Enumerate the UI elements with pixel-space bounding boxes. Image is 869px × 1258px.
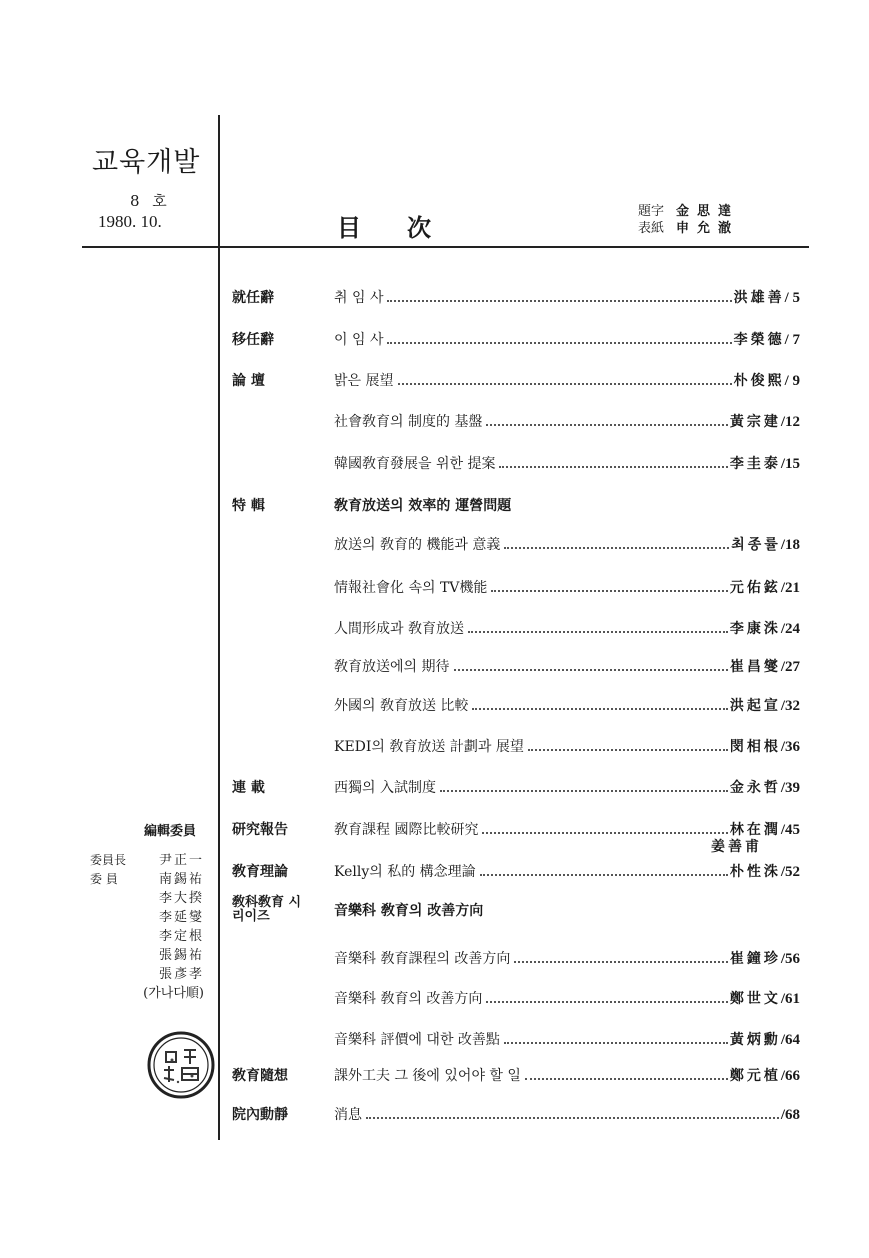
editor-name: 南錫祐 [158, 872, 204, 887]
article-line [334, 777, 800, 797]
article-author: 崔昌燮 [729, 659, 781, 675]
credit-role: 表紙 [638, 221, 665, 236]
article-title: 밝은 展望 [334, 373, 394, 389]
editor-name: 李延燮 [158, 910, 204, 925]
credit-name: 金思達 [676, 204, 740, 219]
leader-dots [491, 590, 727, 592]
article-page: / 7 [784, 332, 800, 348]
issue-date: 1980. 10. [98, 212, 162, 231]
seal-stamp-icon [146, 1030, 216, 1100]
article-title: 敎育放送에의 期待 [334, 659, 450, 675]
article-author: 林在潤 [729, 822, 781, 838]
article-line [334, 287, 800, 307]
editor-row [84, 851, 204, 870]
editorial-committee [84, 820, 204, 1003]
article-page: /18 [780, 537, 800, 553]
article-title: 音樂科 評價에 대한 改善點 [334, 1032, 500, 1048]
article-title: 課外工夫 그 後에 있어야 할 일 [334, 1068, 521, 1084]
article-title: 音樂科 敎育課程의 改善方向 [334, 951, 511, 967]
leader-dots [366, 1117, 779, 1119]
editor-role: 委員長 [90, 853, 127, 867]
credit-role: 題字 [638, 204, 665, 219]
section-label: 連 載 [232, 780, 265, 796]
article-title: 社會敎育의 制度的 基盤 [334, 414, 483, 430]
article-page: /27 [780, 659, 800, 675]
leader-dots [504, 1042, 728, 1044]
article-author: 洪雄善 [733, 290, 785, 306]
header-rule-left [82, 246, 218, 248]
article-line [334, 1104, 800, 1124]
article-title: 西獨의 入試制度 [334, 780, 436, 796]
magazine-title: 교육개발 [92, 147, 201, 178]
editor-role [90, 927, 140, 946]
leader-dots [482, 832, 727, 834]
editor-name: 張彥孝 [158, 967, 204, 982]
section-label: 研究報告 [232, 822, 288, 838]
article-line [334, 948, 800, 968]
article-line [334, 370, 800, 390]
section-label: 敎育隨想 [232, 1068, 288, 1084]
article-page: /52 [780, 864, 800, 880]
article-page: /36 [780, 739, 800, 755]
editor-row [84, 889, 204, 908]
toc-title-char: 目 [337, 213, 361, 242]
article-title: 人間形成과 敎育放送 [334, 621, 464, 637]
editor-name: 李定根 [158, 929, 204, 944]
article-author: 洪起宣 [729, 698, 781, 714]
leader-dots [468, 631, 728, 633]
article-author: 李圭泰 [729, 456, 781, 472]
leader-dots [398, 383, 732, 385]
article-line [334, 534, 800, 554]
editor-role: 委 員 [90, 872, 118, 886]
article-title: 消息 [334, 1107, 362, 1123]
article-title: 音樂科 敎育의 改善方向 [334, 991, 483, 1007]
article-coauthor: 姜善甫 [711, 839, 762, 855]
leader-dots [440, 790, 728, 792]
article-line [334, 577, 800, 597]
article-line [334, 618, 800, 638]
credit-row [638, 220, 739, 237]
article-author: 黃炳勳 [729, 1032, 781, 1048]
credits [638, 203, 739, 237]
editor-name: 尹正一 [158, 853, 204, 868]
section-label: 敎育理論 [232, 864, 288, 880]
article-page: /56 [780, 951, 800, 967]
leader-dots [387, 300, 731, 302]
leader-dots [528, 749, 728, 751]
leader-dots [499, 466, 727, 468]
section-label: 院內動靜 [232, 1107, 288, 1123]
article-line [334, 329, 800, 349]
editor-role [90, 946, 140, 965]
article-author: 金永哲 [729, 780, 781, 796]
section-label: 就任辭 [232, 290, 274, 306]
editors-order-note: (가나다順) [143, 986, 204, 1001]
article-line [334, 988, 800, 1008]
article-title: 敎育課程 國際比較研究 [334, 822, 479, 838]
article-title: 情報社會化 속의 TV機能 [334, 580, 488, 596]
article-author: 崔鐘珍 [729, 951, 781, 967]
article-author: 閔相根 [729, 739, 781, 755]
article-title: KEDI의 敎育放送 計劃과 展望 [334, 739, 524, 755]
article-line [334, 411, 800, 431]
header-rule-right [219, 246, 809, 248]
article-page: /32 [780, 698, 800, 714]
editor-row [84, 946, 204, 965]
editor-row [84, 908, 204, 927]
leader-dots [504, 547, 729, 549]
credit-row [638, 203, 739, 220]
article-page: /66 [780, 1068, 800, 1084]
article-author: 朴性洙 [729, 864, 781, 880]
leader-dots [454, 669, 728, 671]
leader-dots [480, 874, 728, 876]
editor-row [84, 927, 204, 946]
section-label: 特 輯 [232, 498, 265, 514]
editor-row [84, 965, 204, 984]
vertical-rule [218, 115, 220, 1140]
editor-name: 張錫祐 [158, 948, 204, 963]
article-author: 鄭元植 [729, 1068, 781, 1084]
article-title: 이 임 사 [334, 332, 384, 348]
section-label: 論 壇 [232, 373, 265, 389]
article-author: 黃宗建 [729, 414, 781, 430]
article-page: /61 [780, 991, 800, 1007]
article-page: /64 [780, 1032, 800, 1048]
article-title: 放送의 敎育的 機能과 意義 [334, 537, 501, 553]
article-page: /15 [780, 456, 800, 472]
article-author: 鄭世文 [729, 991, 781, 1007]
article-author: 李康洙 [729, 621, 781, 637]
leader-dots [486, 424, 727, 426]
article-page: / 5 [784, 290, 800, 306]
article-page: /45 [780, 822, 800, 838]
article-page: / 9 [784, 373, 800, 389]
leader-dots [387, 342, 731, 344]
leader-dots [486, 1001, 727, 1003]
article-page: /21 [780, 580, 800, 596]
editor-row [84, 870, 204, 889]
toc-title-char: 次 [407, 213, 431, 242]
series-title: 音樂科 敎育의 改善方向 [334, 903, 484, 919]
article-line [334, 453, 800, 473]
editors-heading: 編輯委員 [143, 824, 196, 839]
feature-title: 敎育放送의 效率的 運營問題 [334, 498, 512, 514]
article-line [334, 900, 800, 920]
article-author: 元佑鉉 [729, 580, 781, 596]
article-title: Kelly의 私的 構念理論 [334, 864, 476, 880]
toc-title [337, 208, 431, 243]
credit-name: 申允澈 [676, 221, 740, 236]
article-title: 韓國敎育發展을 위한 提案 [334, 456, 496, 472]
article-title: 外國의 敎育放送 比較 [334, 698, 469, 714]
article-author: 李榮德 [733, 332, 785, 348]
article-author: 朴俊熙 [733, 373, 785, 389]
editor-role [90, 965, 140, 984]
article-line [334, 656, 800, 676]
article-page: /24 [780, 621, 800, 637]
editor-name: 李大揆 [158, 891, 204, 906]
leader-dots [514, 961, 727, 963]
article-author: 최종률 [731, 537, 781, 553]
article-line [334, 1029, 800, 1049]
editor-role [90, 908, 140, 927]
article-page: /68 [780, 1107, 800, 1123]
article-line [334, 695, 800, 715]
issue-number: 8 호 [130, 192, 171, 210]
article-line [334, 861, 800, 881]
article-title: 취 임 사 [334, 290, 384, 306]
leader-dots [472, 708, 727, 710]
article-page: /12 [780, 414, 800, 430]
section-label: 移任辭 [232, 332, 274, 348]
article-line [334, 1065, 800, 1085]
article-line [334, 495, 800, 515]
editor-role [90, 889, 140, 908]
article-page: /39 [780, 780, 800, 796]
article-line [334, 736, 800, 756]
section-label: 敎科敎育 시리이즈 [232, 895, 302, 924]
leader-dots [525, 1078, 728, 1080]
